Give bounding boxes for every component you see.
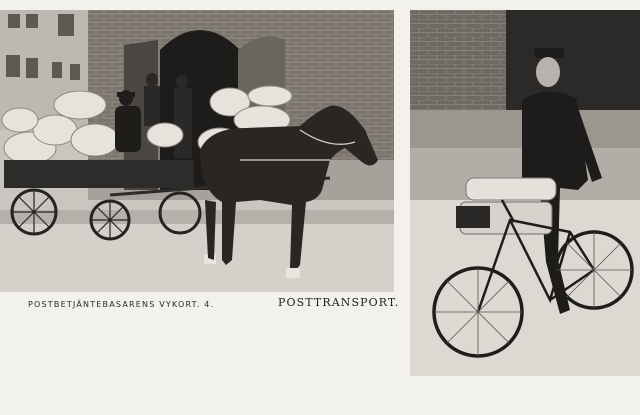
photo-horse-mail-wagon bbox=[0, 10, 394, 292]
street bbox=[0, 220, 394, 292]
postcard-title: POSTTRANSPORT. bbox=[278, 296, 400, 309]
horse-wagon-illustration bbox=[0, 10, 394, 292]
publisher-caption: POSTBETJÄNTEBASARENS VYKORT. 4. bbox=[28, 300, 215, 309]
brick-pillar bbox=[410, 10, 510, 110]
wagon-body bbox=[4, 160, 194, 188]
photo-postman-bicycle bbox=[410, 10, 640, 376]
bicycle-illustration bbox=[410, 10, 640, 376]
